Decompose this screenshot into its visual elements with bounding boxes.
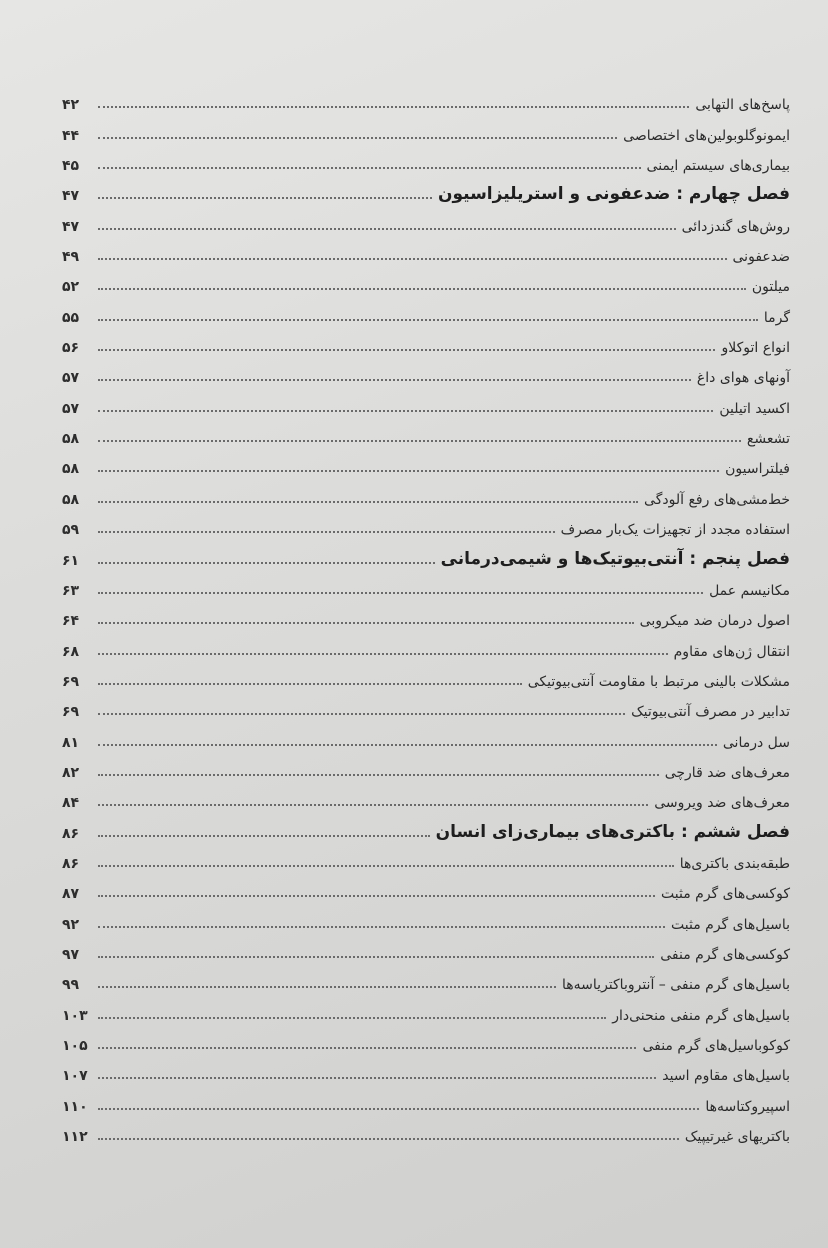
toc-entry-title: فیلتراسیون (725, 461, 790, 478)
toc-entry-title: بیماری‌های سیستم ایمنی (646, 158, 790, 175)
toc-entry-title: سل درمانی (722, 734, 790, 751)
dot-leader (98, 653, 668, 655)
toc-entry (62, 693, 790, 723)
dot-leader (98, 440, 741, 442)
toc-entry-page-number: ۶۳ (62, 582, 80, 599)
dot-leader (98, 895, 655, 897)
toc-entry-page-number: ۶۴ (62, 613, 80, 630)
toc-entry-page-number: ۹۷ (62, 946, 80, 963)
toc-entry-title: معرف‌های ضد ویروسی (654, 795, 790, 812)
dot-leader (98, 1017, 606, 1019)
toc-entry-page-number: ۵۸ (62, 491, 80, 508)
toc-entry-page-number: ۶۱ (62, 552, 80, 569)
toc-entry-page-number: ۶۸ (62, 643, 80, 660)
toc-entry-page-number: ۱۰۵ (62, 1038, 88, 1054)
toc-entry-title: معرف‌های ضد قارچی (664, 764, 790, 781)
toc-entry-page-number: ۴۲ (62, 97, 80, 114)
dot-leader (98, 804, 648, 806)
dot-leader (98, 562, 435, 564)
toc-entry-page-number: ۹۹ (62, 977, 80, 994)
toc-entry-page-number: ۸۶ (62, 855, 80, 872)
toc-entry-title: اکسید اتیلین (719, 400, 790, 417)
toc-entry (62, 602, 790, 632)
toc-entry-title: طبقه‌بندی باکتری‌ها (679, 855, 790, 872)
toc-entry (62, 754, 790, 784)
toc-entry (62, 905, 790, 935)
toc-entry-page-number: ۸۶ (62, 825, 80, 842)
toc-entry-title: آونهای هوای داغ (696, 370, 790, 387)
toc-entry-page-number: ۹۲ (62, 916, 80, 933)
dot-leader (98, 167, 641, 169)
dot-leader (98, 288, 746, 290)
toc-entry-title: باسیل‌های مقاوم اسید (662, 1068, 790, 1085)
toc-entry-title: مشکلات بالینی مرتبط با مقاومت آنتی‌بیوتیکی (527, 673, 790, 690)
dot-leader (98, 410, 713, 412)
toc-entry-page-number: ۵۷ (62, 370, 80, 387)
toc-entry-page-number: ۵۶ (62, 340, 80, 357)
dot-leader (98, 1138, 679, 1140)
toc-entry (62, 298, 790, 328)
toc-entry-title: تدابیر در مصرف آنتی‌بیوتیک (631, 704, 790, 721)
toc-entry (62, 480, 790, 510)
toc-entry-title: میلتون (751, 279, 790, 296)
toc-entry-page-number: ۵۹ (62, 522, 80, 539)
toc-entry-page-number: ۱۰۷ (62, 1068, 88, 1085)
toc-entry-title: کوکوباسیل‌های گرم منفی (642, 1038, 790, 1054)
toc-entry (62, 389, 790, 419)
toc-entry (62, 420, 790, 450)
dot-leader (98, 744, 717, 746)
toc-entry-page-number: ۴۹ (62, 249, 80, 266)
toc-entry-page-number: ۴۷ (62, 188, 80, 205)
toc-entry (62, 268, 790, 298)
toc-entry-title: کوکسی‌های گرم مثبت (661, 886, 790, 903)
toc-entry-title: اسپیروکتاسه‌ها (705, 1098, 790, 1115)
dot-leader (98, 379, 691, 381)
dot-leader (98, 106, 689, 108)
toc-entry-page-number: ۵۵ (62, 309, 80, 326)
toc-entry-title: روش‌های گندزدائی (681, 218, 790, 235)
dot-leader (98, 1077, 656, 1079)
dot-leader (98, 926, 665, 928)
toc-entry-page-number: ۵۸ (62, 431, 80, 448)
toc-entry (62, 784, 790, 814)
toc-entry-page-number: ۸۲ (62, 764, 80, 781)
dot-leader (98, 713, 625, 715)
dot-leader (98, 531, 555, 533)
dot-leader (98, 622, 634, 624)
toc-entry-page-number: ۵۷ (62, 400, 80, 417)
toc-entry-page-number: ۴۷ (62, 218, 80, 235)
toc-entry-title: باسیل‌های گرم منفی – آنتروباکتریاسه‌ها (562, 977, 790, 994)
table-of-contents (62, 86, 790, 1148)
toc-entry-title: باسیل‌های گرم منفی منحنی‌دار (612, 1007, 790, 1024)
toc-entry (62, 86, 790, 116)
toc-entry (62, 936, 790, 966)
toc-entry-page-number: ۸۴ (62, 795, 80, 812)
toc-entry (62, 663, 790, 693)
toc-entry (62, 1118, 790, 1148)
toc-entry (62, 572, 790, 602)
toc-entry (62, 966, 790, 996)
dot-leader (98, 319, 758, 321)
toc-entry-page-number: ۱۱۰ (62, 1098, 88, 1115)
dot-leader (98, 592, 703, 594)
toc-entry (62, 1027, 790, 1057)
toc-entry (62, 147, 790, 177)
dot-leader (98, 137, 617, 139)
toc-entry-title: انواع اتوکلاو (721, 340, 790, 357)
toc-entry-page-number: ۱۰۳ (62, 1007, 88, 1024)
toc-entry-title: باکتریهای غیرتیپیک (684, 1129, 790, 1146)
toc-entry (62, 632, 790, 662)
toc-entry (62, 996, 790, 1026)
toc-entry-page-number: ۵۸ (62, 461, 80, 478)
toc-entry-title: کوکسی‌های گرم منفی (660, 946, 790, 963)
dot-leader (98, 683, 522, 685)
toc-entry-title: فصل چهارم : ضدعفونی و استریلیزاسیون (437, 184, 790, 205)
toc-chapter-heading (62, 177, 790, 207)
toc-entry-page-number: ۶۹ (62, 704, 80, 721)
toc-entry-title: خط‌مشی‌های رفع آلودگی (644, 491, 790, 508)
toc-entry-title: فصل ششم : باکتری‌های بیماری‌زای انسان (435, 821, 790, 842)
toc-entry (62, 875, 790, 905)
dot-leader (98, 197, 432, 199)
toc-entry (62, 511, 790, 541)
dot-leader (98, 835, 430, 837)
toc-entry (62, 723, 790, 753)
toc-entry-title: انتقال ژن‌های مقاوم (673, 643, 790, 660)
toc-entry-title: باسیل‌های گرم مثبت (671, 916, 790, 933)
toc-entry-page-number: ۵۲ (62, 279, 80, 296)
dot-leader (98, 956, 654, 958)
toc-entry (62, 329, 790, 359)
toc-entry-page-number: ۴۴ (62, 127, 80, 144)
toc-chapter-heading (62, 541, 790, 571)
toc-entry (62, 1057, 790, 1087)
toc-entry-page-number: ۸۷ (62, 886, 80, 903)
toc-entry-title: گرما (763, 309, 790, 326)
toc-entry-title: پاسخ‌های التهابی (695, 97, 790, 114)
toc-entry-title: استفاده مجدد از تجهیزات یک‌بار مصرف (560, 522, 790, 539)
toc-entry (62, 207, 790, 237)
toc-entry-page-number: ۸۱ (62, 734, 80, 751)
dot-leader (98, 228, 676, 230)
toc-entry (62, 1087, 790, 1117)
toc-entry-title: ایمونوگلوبولین‌های اختصاصی (623, 127, 790, 144)
dot-leader (98, 470, 719, 472)
toc-entry-title: فصل پنجم : آنتی‌بیوتیک‌ها و شیمی‌درمانی (440, 548, 790, 569)
dot-leader (98, 501, 638, 503)
toc-entry-page-number: ۴۵ (62, 158, 80, 175)
dot-leader (98, 986, 556, 988)
dot-leader (98, 865, 674, 867)
toc-entry (62, 116, 790, 146)
toc-entry-page-number: ۱۱۲ (62, 1129, 88, 1146)
toc-entry-page-number: ۶۹ (62, 673, 80, 690)
dot-leader (98, 258, 727, 260)
dot-leader (98, 774, 659, 776)
dot-leader (98, 349, 715, 351)
toc-entry (62, 450, 790, 480)
toc-entry-title: تشعشع (746, 431, 790, 448)
toc-entry (62, 359, 790, 389)
toc-entry (62, 238, 790, 268)
dot-leader (98, 1108, 699, 1110)
toc-entry-title: ضدعفونی (732, 249, 790, 266)
dot-leader (98, 1047, 636, 1049)
toc-chapter-heading (62, 814, 790, 844)
toc-entry-title: مکانیسم عمل (709, 582, 790, 599)
toc-entry (62, 845, 790, 875)
toc-entry-title: اصول درمان ضد میکروبی (639, 613, 790, 630)
